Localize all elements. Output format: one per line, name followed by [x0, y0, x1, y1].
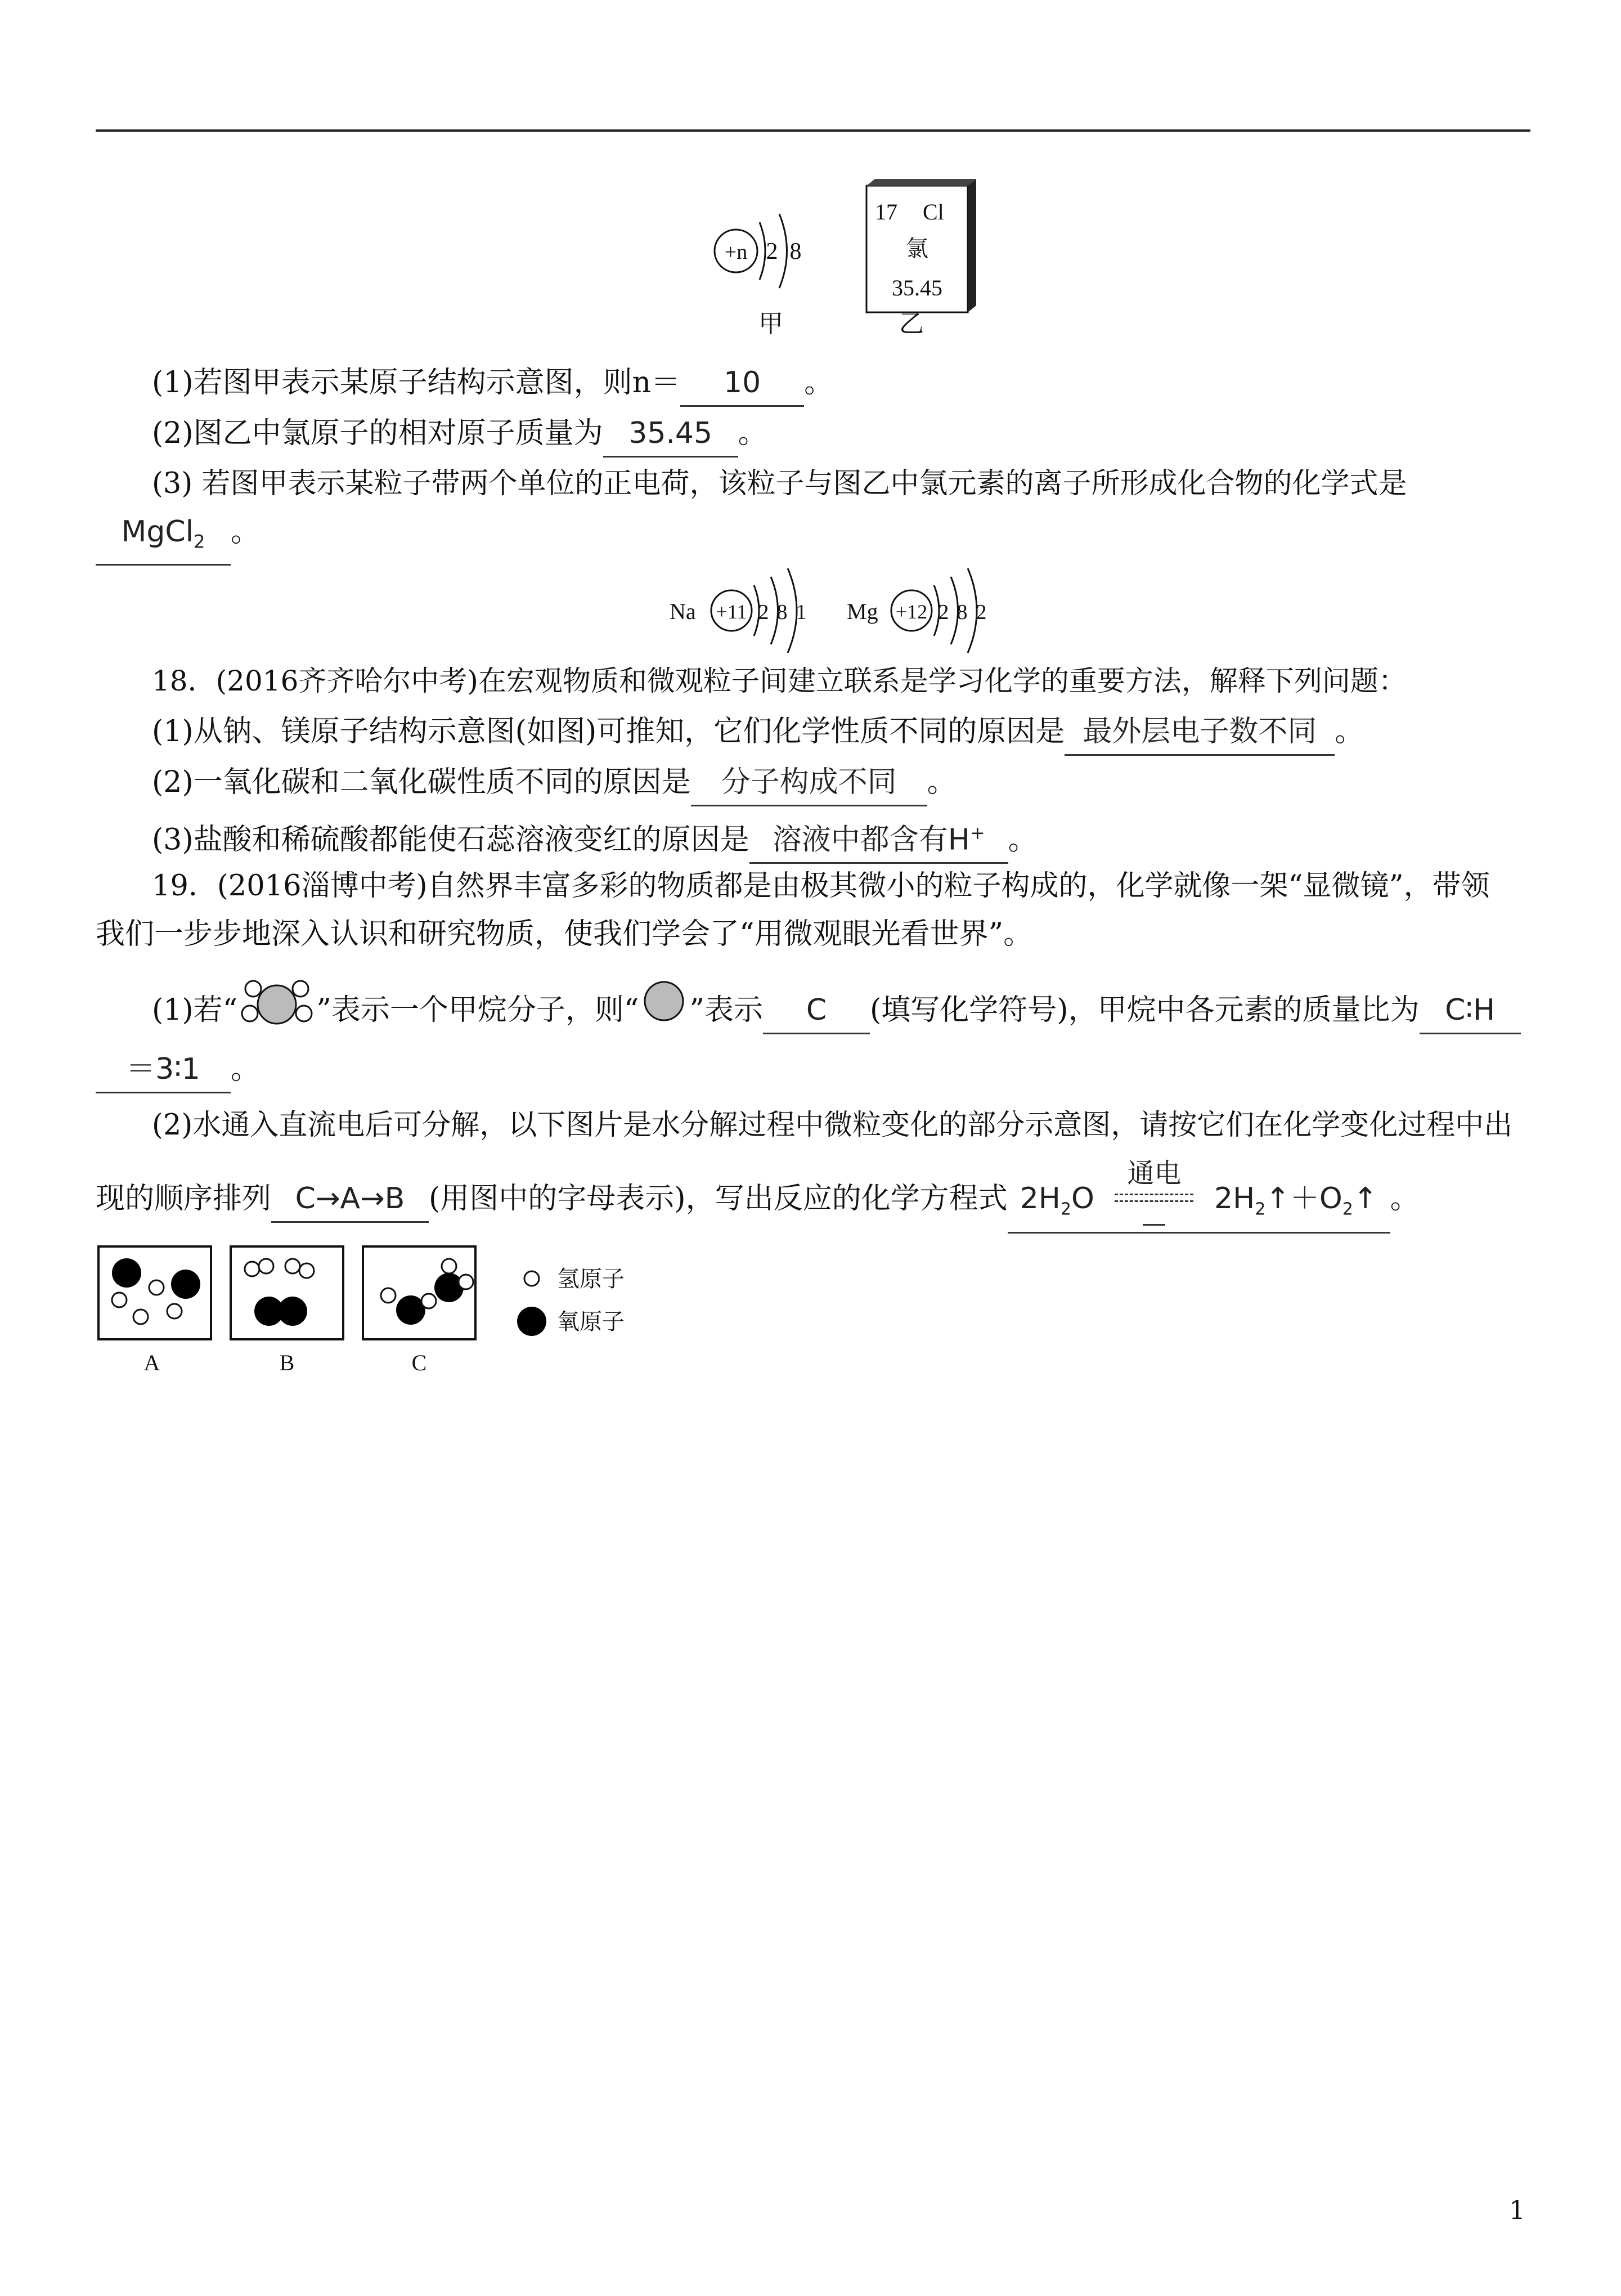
legend-oxygen: 氧原子 [557, 1309, 625, 1334]
hydrogen-atom-icon [524, 1271, 539, 1286]
q18-part2-end: 。 [927, 765, 957, 799]
q18-part1-end: 。 [1335, 715, 1364, 748]
q17-part1-text: (1)若图甲表示某原子结构示意图，则n＝ [152, 366, 681, 400]
q17-part1-end: 。 [804, 366, 834, 400]
mg-nucleus: +12 [895, 600, 928, 623]
q19-part2-line1-text: (2)水通入直流电后可分解，以下图片是水分解过程中微粒变化的部分示意图，请按它们在化学变化过程中出 [152, 1109, 1513, 1142]
q19-intro2-text: 我们一步步地深入认识和研究物质，使我们学会了“用微观眼光看世界”。 [96, 917, 1033, 951]
na-nucleus: +11 [716, 600, 747, 623]
q18-part3-answer [749, 810, 1008, 864]
q19-part1-a: (1)若“ [152, 993, 238, 1027]
eq-right: 2H [1214, 1182, 1255, 1216]
oxygen-atom-icon [517, 1307, 546, 1336]
na-shell-2: 8 [776, 600, 788, 624]
q17-part2 [152, 411, 767, 458]
q19-part2-equation [1008, 1158, 1390, 1234]
element-mass: 35.45 [892, 275, 942, 301]
eq-right-end: ↑ [1353, 1182, 1378, 1216]
q18-part3-answer-sup: + [969, 822, 985, 844]
eq-right-mid: ↑＋O [1265, 1182, 1342, 1216]
electron-shell-arc-1 [760, 222, 765, 280]
caption-yi: 乙 [899, 310, 924, 338]
q19-part1-cont [96, 1047, 260, 1093]
carbon-atom-icon [639, 976, 689, 1026]
q18-part3 [152, 810, 1038, 864]
q18-part2 [152, 760, 957, 806]
q19-part2-answer1: C→A→B [271, 1176, 429, 1223]
q19-part1-c: ”表示 [689, 993, 764, 1027]
q19-part1-answer2a: C∶H [1420, 988, 1521, 1034]
q19-part1-answer1: C [763, 988, 870, 1034]
q17-part2-text: (2)图乙中氯原子的相对原子质量为 [152, 416, 603, 450]
q18-part3-answer-text: 溶液中都含有H [772, 823, 970, 857]
figure-water-electrolysis [96, 1244, 715, 1390]
header-rule [96, 129, 1530, 132]
shell-1-count: 2 [766, 239, 778, 264]
na-shell-1: 2 [758, 600, 769, 624]
element-cell-top [866, 179, 976, 186]
q18-intro [152, 658, 1407, 703]
eq-double-line [1115, 1194, 1193, 1195]
q18-part1 [152, 709, 1364, 756]
q19-part2-b: (用图中的字母表示)，写出反应的化学方程式 [429, 1182, 1008, 1216]
eq-right-sub2: 2 [1342, 1199, 1353, 1219]
element-symbol: Cl [923, 199, 944, 225]
q17-part3-text: (3) 若图甲表示某粒子带两个单位的正电荷，该粒子与图乙中氯元素的离子所形成化合物的化学式是 [152, 467, 1407, 500]
element-number: 17 [875, 199, 897, 225]
legend-hydrogen: 氢原子 [557, 1266, 625, 1292]
q19-intro1-text: 19．(2016淄博中考)自然界丰富多彩的物质都是由极其微小的粒子构成的，化学就像一架“显微镜”，带领 [152, 869, 1490, 903]
mg-shell-2: 8 [957, 600, 968, 624]
box-b-label: B [279, 1350, 295, 1375]
box-c-label: C [411, 1350, 427, 1375]
q18-part3-text: (3)盐酸和稀硫酸都能使石蕊溶液变红的原因是 [152, 823, 749, 857]
q19-part2-end: 。 [1390, 1182, 1420, 1216]
q19-intro-line1 [152, 864, 1490, 909]
q19-part1-answer2b: ＝3∶1 [96, 1047, 231, 1093]
element-cell-shadow [968, 179, 976, 312]
q17-part1 [152, 360, 833, 407]
q19-part1 [152, 988, 1521, 1034]
q17-part3-formula: MgCl [121, 515, 194, 549]
methane-molecule-icon [237, 973, 316, 1029]
electron-shell-arc-2 [779, 214, 787, 288]
na-label: Na [670, 599, 696, 624]
q19-part2-line1 [152, 1103, 1512, 1148]
q17-part3-answer-line [96, 509, 260, 566]
eq-left-sub: 2 [1060, 1199, 1071, 1219]
q18-part1-text: (1)从钠、镁原子结构示意图(如图)可推知，它们化学性质不同的原因是 [152, 715, 1065, 748]
q17-part1-answer: 10 [680, 360, 804, 407]
q18-part2-text: (2)一氧化碳和二氧化碳性质不同的原因是 [152, 765, 691, 799]
mg-label: Mg [847, 599, 878, 624]
shell-2-count: 8 [789, 239, 802, 264]
q19-part2-line2 [96, 1158, 1420, 1234]
eq-double-line-2 [1115, 1200, 1193, 1202]
q17-part2-answer: 35.45 [603, 411, 738, 458]
q17-part3-end: 。 [231, 515, 261, 549]
eq-left-o: O [1071, 1182, 1094, 1216]
caption-jia: 甲 [758, 310, 783, 338]
q19-intro-line2 [96, 912, 1032, 957]
q17-part3-answer [96, 509, 231, 566]
q19-part1-d: (填写化学符号)，甲烷中各元素的质量比为 [870, 993, 1420, 1027]
eq-below-line [1143, 1224, 1165, 1226]
na-shell-3: 1 [796, 600, 807, 624]
q19-part1-b: ”表示一个甲烷分子，则“ [316, 993, 639, 1027]
nucleus-label: +n [724, 240, 748, 264]
element-name: 氯 [906, 236, 928, 261]
figure-na-mg-atoms [653, 554, 1047, 667]
q17-part3 [152, 461, 1407, 506]
box-a-label: A [143, 1350, 160, 1375]
eq-right-sub: 2 [1255, 1199, 1266, 1219]
q18-intro-text: 18．(2016齐齐哈尔中考)在宏观物质和微观粒子间建立联系是学习化学的重要方法，解释下列问题： [152, 665, 1407, 697]
eq-arrow [1115, 1158, 1193, 1217]
eq-condition: 通电 [1127, 1158, 1182, 1189]
q18-part2-answer: 分子构成不同 [691, 760, 927, 806]
q18-part1-answer: 最外层电子数不同 [1065, 709, 1335, 756]
q18-part3-end: 。 [1008, 823, 1038, 857]
q19-part2-a: 现的顺序排列 [96, 1182, 272, 1216]
mg-shell-3: 2 [976, 600, 987, 624]
figure-atom-chlorine [675, 169, 1013, 355]
eq-left: 2H [1020, 1182, 1061, 1216]
mg-shell-1: 2 [938, 600, 949, 624]
q17-part2-end: 。 [738, 416, 767, 450]
page-number: 1 [1508, 2195, 1525, 2225]
q17-part3-formula-sub: 2 [194, 531, 205, 553]
q19-part1-end: 。 [231, 1052, 261, 1086]
